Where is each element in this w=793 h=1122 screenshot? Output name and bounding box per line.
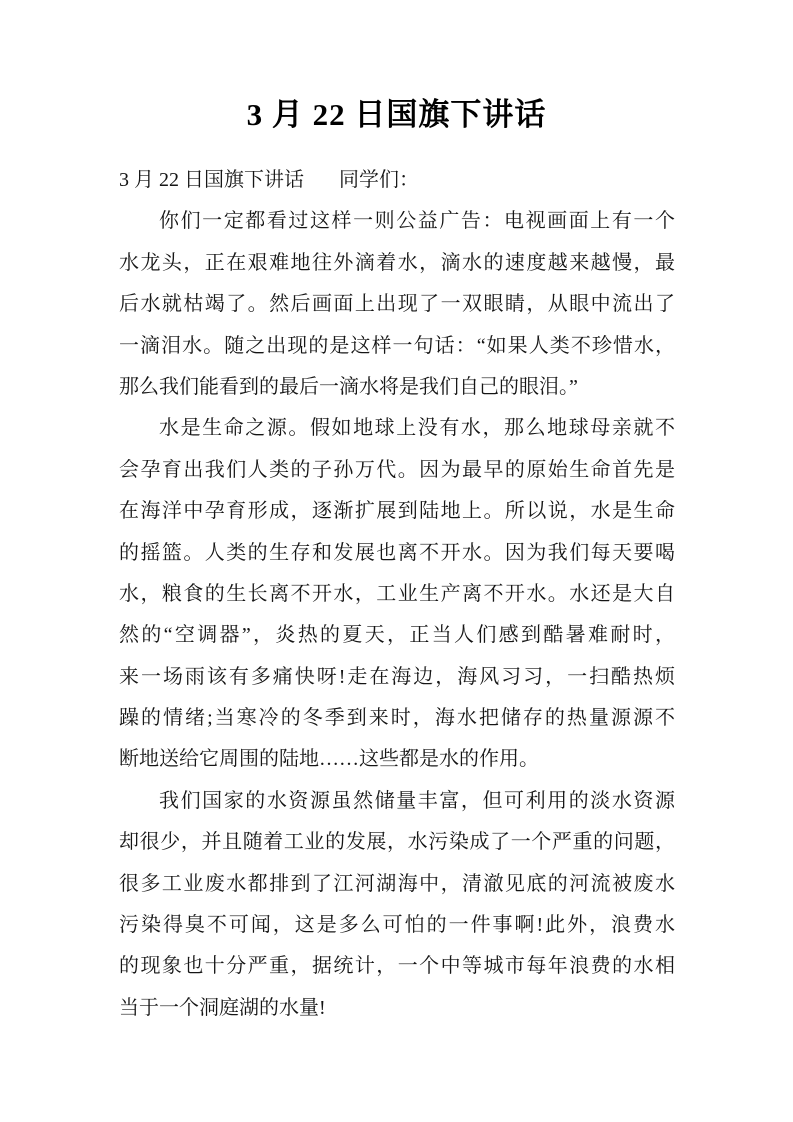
text-line: 水是生命之源。假如地球上没有水，那么地球母亲就不 <box>159 417 675 440</box>
text-line: 很多工业废水都排到了江河湖海中，清澈见底的河流被废水 <box>119 872 675 895</box>
text-line: 一滴泪水。随之出现的是这样一句话：“如果人类不珍惜水， <box>119 334 675 357</box>
salutation-text: 同学们： <box>339 169 419 191</box>
text-line: 的现象也十分严重，据统计，一个中等城市每年浪费的水相 <box>119 955 675 978</box>
text-line: 我们国家的水资源虽然储量丰富，但可利用的淡水资源 <box>159 789 675 812</box>
text-line: 污染得臭不可闻，这是多么可怕的一件事啊!此外，浪费水 <box>119 914 675 937</box>
text-line: 然的“空调器”，炎热的夏天，正当人们感到酷暑难耐时， <box>119 624 675 647</box>
text-line: 水，粮食的生长离不开水，工业生产离不开水。水还是大自 <box>119 582 675 605</box>
document-body <box>119 160 675 1029</box>
text-line: 在海洋中孕育形成，逐渐扩展到陆地上。所以说，水是生命 <box>119 500 675 523</box>
text-line: 断地送给它周围的陆地……这些都是水的作用。 <box>119 748 539 771</box>
text-line: 来一场雨该有多痛快呀!走在海边，海风习习，一扫酷热烦 <box>119 665 675 688</box>
subtitle-text: 3 月 22 日国旗下讲话 <box>119 169 304 191</box>
text-line: 躁的情绪;当寒冷的冬季到来时，海水把储存的热量源源不 <box>119 707 675 730</box>
text-line: 会孕育出我们人类的子孙万代。因为最早的原始生命首先是 <box>119 458 675 481</box>
text-line: 水龙头，正在艰难地往外滴着水，滴水的速度越来越慢，最 <box>119 251 675 274</box>
text-line: 那么我们能看到的最后一滴水将是我们自己的眼泪。” <box>119 375 578 398</box>
text-line: 后水就枯竭了。然后画面上出现了一双眼睛，从眼中流出了 <box>119 293 675 316</box>
text-line: 却很少，并且随着工业的发展，水污染成了一个严重的问题， <box>119 831 675 854</box>
text-line: 当于一个洞庭湖的水量! <box>119 996 326 1019</box>
text-line: 的摇篮。人类的生存和发展也离不开水。因为我们每天要喝 <box>119 541 675 564</box>
document-title: 3 月 22 日国旗下讲话 <box>246 97 547 132</box>
subtitle-line <box>119 160 675 201</box>
text-line: 你们一定都看过这样一则公益广告：电视画面上有一个 <box>159 210 675 233</box>
